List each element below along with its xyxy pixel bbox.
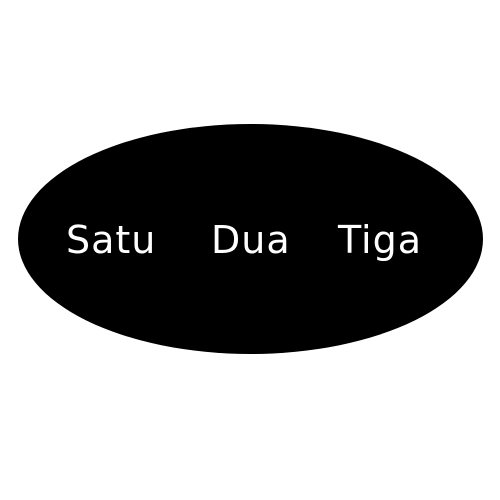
word-tiga: Tiga [338, 218, 423, 262]
word-dua: Dua [211, 218, 291, 262]
word-satu: Satu [66, 218, 157, 262]
